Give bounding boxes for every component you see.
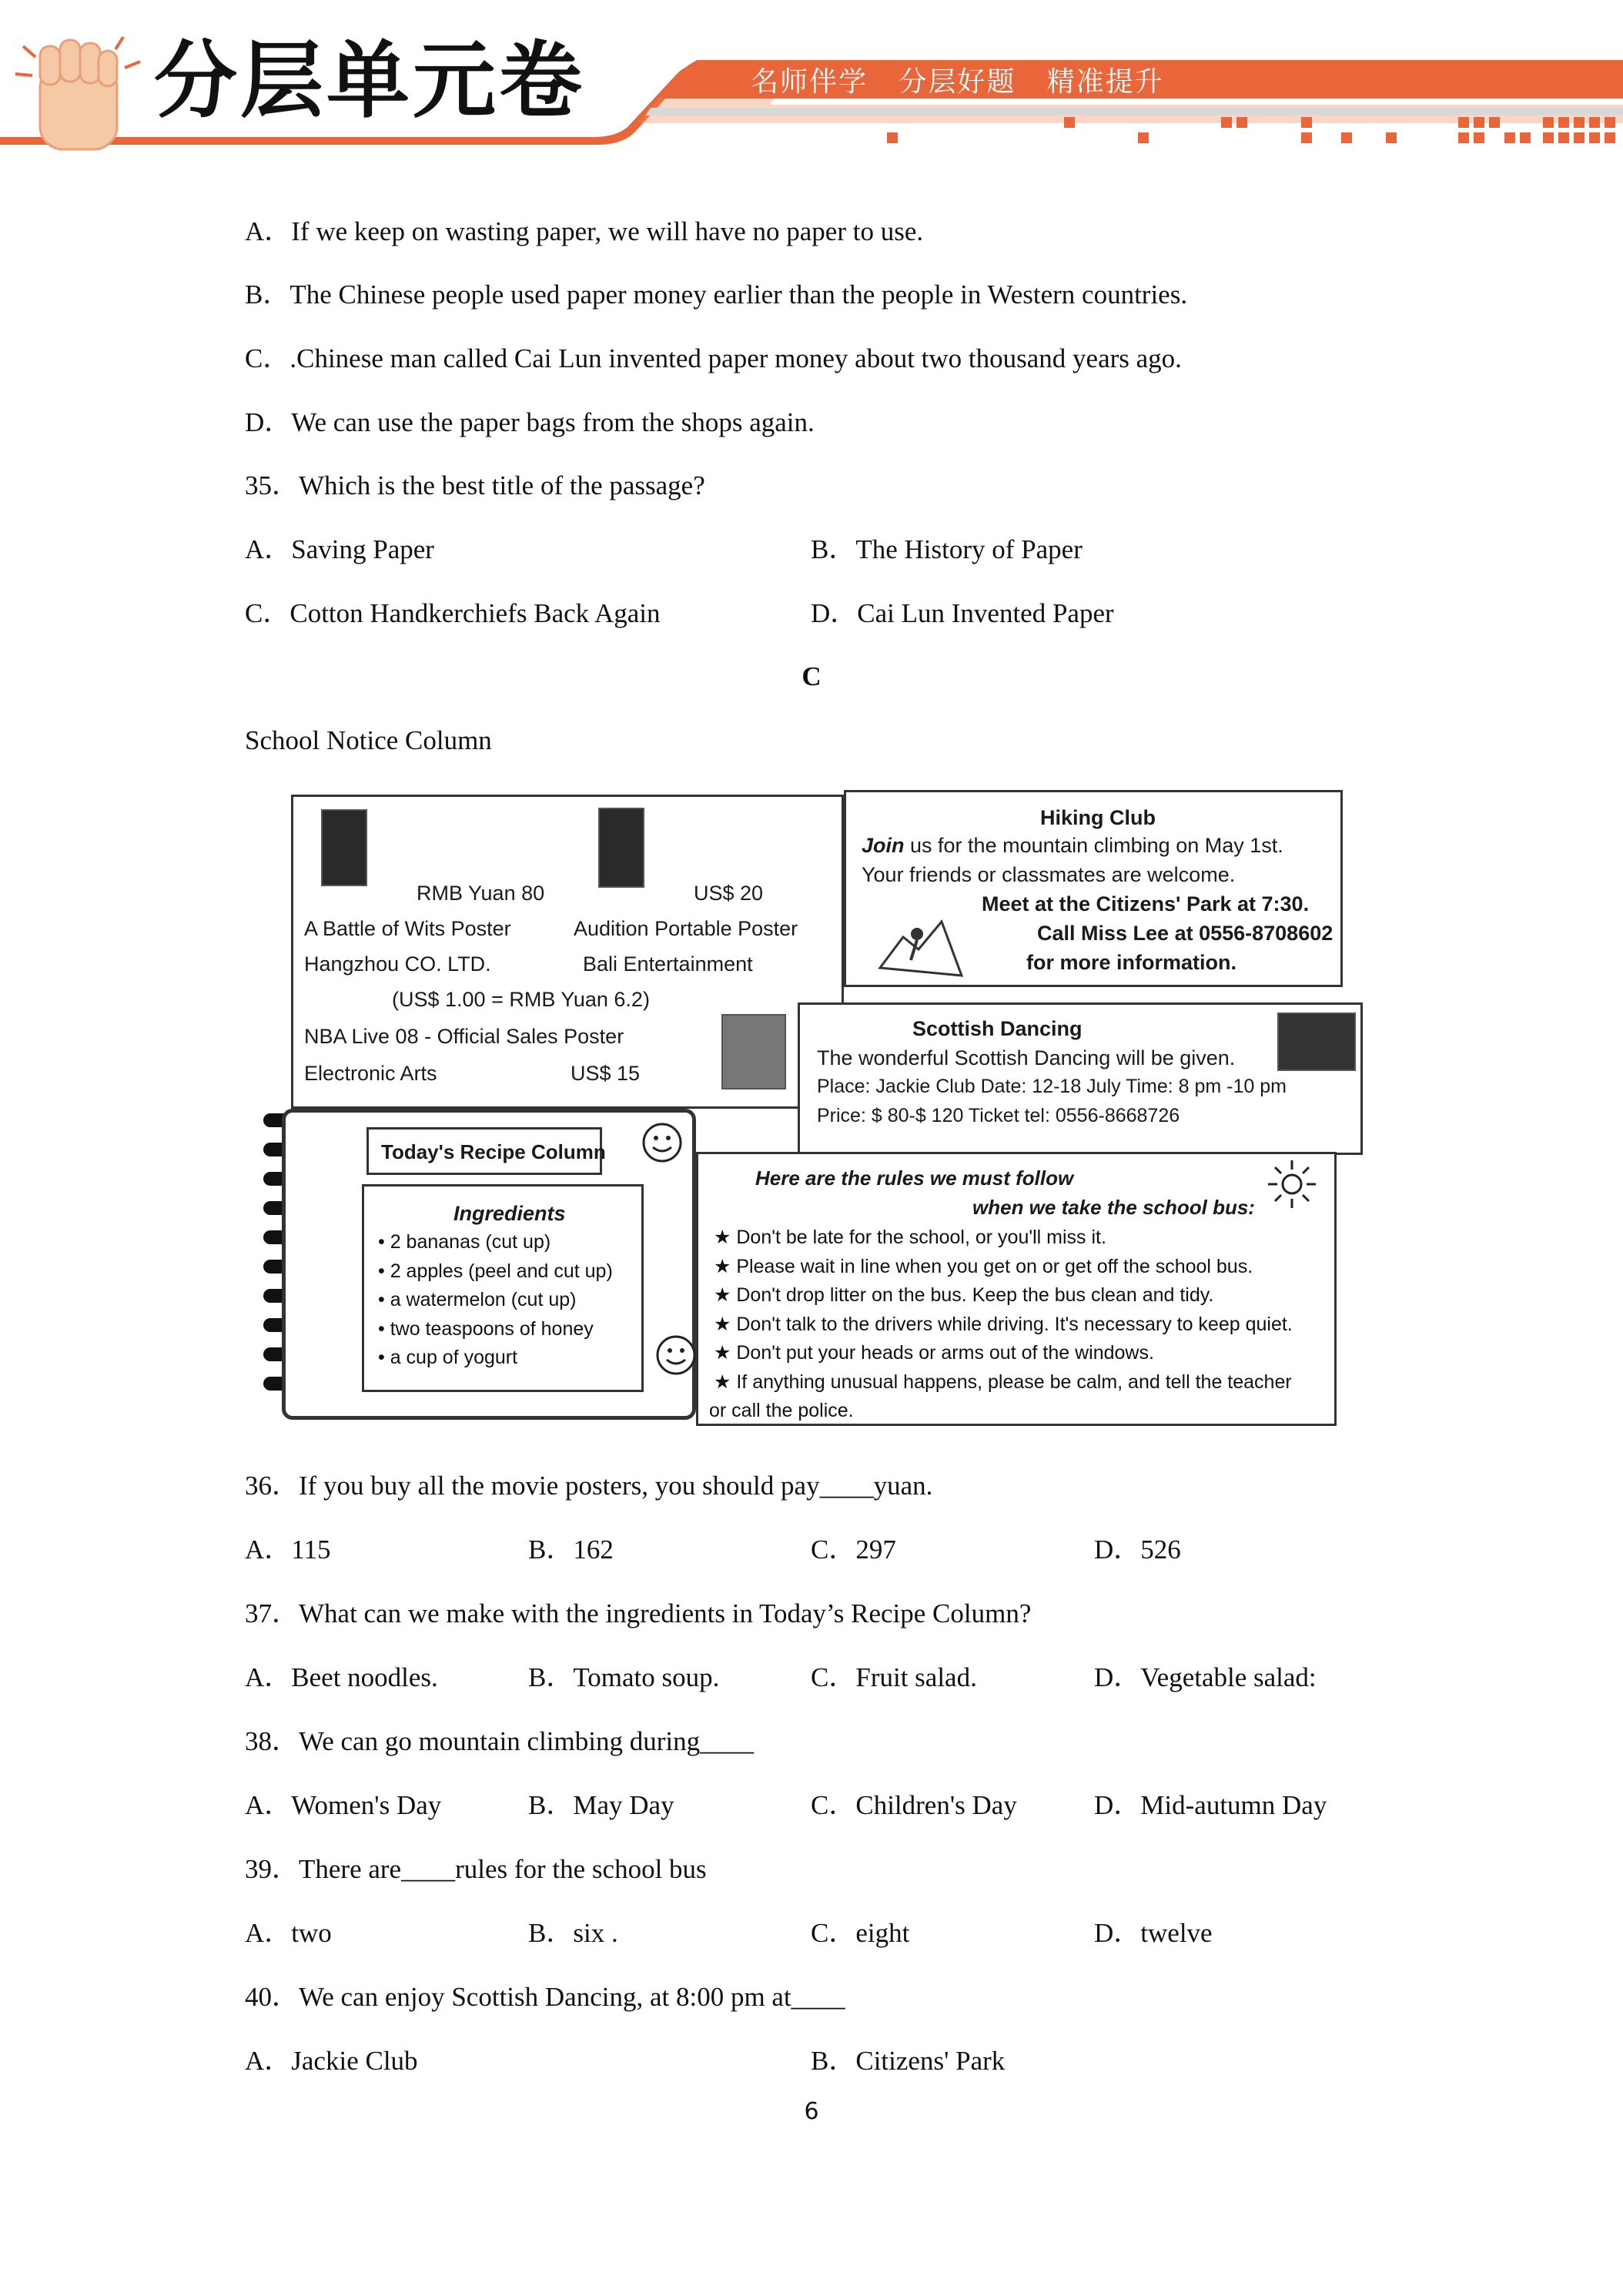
q35-option-b: [811, 536, 1083, 563]
posters-notice: [291, 795, 844, 1109]
passage-title: School Notice Column: [245, 725, 492, 755]
option-letter: B．: [811, 534, 856, 564]
poster-price: US$ 15: [571, 1062, 641, 1085]
poster-title: A Battle of Wits Poster: [304, 917, 511, 940]
hiking-line: for more information.: [1026, 951, 1237, 974]
hiking-heading: Hiking Club: [1040, 806, 1156, 829]
option-text: May Day: [573, 1790, 674, 1820]
q38-option-b: [528, 1792, 674, 1819]
dancing-photo: [1277, 1012, 1356, 1071]
option-letter: D．: [245, 407, 292, 437]
bus-rules-notice: [696, 1152, 1337, 1426]
recipe-heading: Today's Recipe Column: [381, 1140, 606, 1163]
option-text: .Chinese man called Cai Lun invented paper money about two thousand years ago.: [289, 343, 1182, 373]
option-text: Fruit salad.: [855, 1662, 977, 1692]
fist-icon: [15, 37, 140, 149]
option-letter: A．: [245, 1662, 292, 1692]
option-letter: C．: [811, 1662, 856, 1692]
option-text: Vegetable salad:: [1140, 1662, 1317, 1692]
poster-company: Electronic Arts: [304, 1062, 437, 1085]
option-letter: B．: [528, 1790, 574, 1820]
option-letter: A．: [245, 1790, 292, 1820]
hiking-line: [862, 835, 1283, 856]
q36-option-c: [811, 1536, 896, 1563]
recipe-heading-box: [366, 1127, 606, 1175]
rules-heading: when we take the school bus:: [972, 1196, 1255, 1219]
sun-icon: [1265, 1157, 1319, 1211]
dancing-line: The wonderful Scottish Dancing will be given.: [817, 1046, 1236, 1069]
ingredient-item: • 2 apples (peel and cut up): [378, 1260, 613, 1282]
q36-option-a: [245, 1536, 330, 1563]
q36-option-b: [528, 1536, 614, 1563]
poster-company: Hangzhou CO. LTD.: [304, 952, 491, 976]
q37-option-a: [245, 1664, 438, 1691]
q39-option-c: [811, 1919, 909, 1946]
bus-rules-list: [709, 1223, 1293, 1426]
option-text: Jackie Club: [291, 2046, 418, 2076]
ingredient-item: • 2 bananas (cut up): [378, 1231, 551, 1253]
section-label: C: [801, 661, 822, 691]
ingredients-box: [362, 1184, 644, 1392]
q38-option-d: [1094, 1792, 1327, 1819]
option-letter: D．: [1094, 1918, 1141, 1948]
q38-option-c: [811, 1792, 1017, 1819]
page-number: 6: [804, 2098, 819, 2125]
option-letter: D．: [1094, 1535, 1141, 1565]
ingredient-item: • two teaspoons of honey: [378, 1317, 594, 1340]
q36-stem: 36．If you buy all the movie posters, you should pay____yuan.: [245, 1471, 933, 1501]
q39-option-a: [245, 1919, 332, 1946]
q39-option-b: [528, 1919, 618, 1946]
q38-option-a: [245, 1792, 441, 1819]
rule-item: ★ Please wait in line when you get on or get off the school bus.: [714, 1255, 1253, 1277]
hiking-line: Your friends or classmates are welcome.: [862, 863, 1236, 886]
option-text: two: [291, 1918, 332, 1948]
q35-stem: 35．Which is the best title of the passage?: [245, 470, 705, 500]
option-text: Cai Lun Invented Paper: [857, 598, 1114, 628]
option-letter: D．: [811, 598, 858, 628]
q35-option-c: [245, 600, 661, 627]
scottish-dancing-notice: [798, 1002, 1363, 1155]
option-text: Saving Paper: [291, 534, 434, 564]
poster-price: RMB Yuan 80: [417, 882, 545, 905]
option-text: If we keep on wasting paper, we will have no paper to use.: [291, 216, 924, 246]
q35-option-d: [811, 600, 1114, 627]
option-text: eight: [855, 1918, 910, 1948]
poster-price: US$ 20: [694, 882, 764, 905]
hiking-line: Call Miss Lee at 0556-8708602: [1037, 922, 1334, 945]
poster-thumbnail: [321, 809, 367, 886]
join-word: Join: [862, 834, 905, 857]
rule-item: ★ Don't be late for the school, or you'll miss it.: [714, 1227, 1106, 1248]
rule-item: ★ Don't drop litter on the bus. Keep the bus clean and tidy.: [714, 1284, 1214, 1306]
option-letter: B．: [528, 1535, 574, 1565]
q40-option-a: [245, 2047, 418, 2074]
option-letter: C．: [245, 598, 290, 628]
option-text: Citizens' Park: [855, 2046, 1006, 2076]
hiking-line: Meet at the Citizens' Park at 7:30.: [982, 892, 1310, 915]
option-letter: B．: [528, 1662, 574, 1692]
dancing-heading: Scottish Dancing: [912, 1017, 1083, 1040]
rule-item: ★ Don't put your heads or arms out of the windows.: [714, 1342, 1154, 1364]
dancing-details: Place: Jackie Club Date: 12-18 July Time: 8 pm -10 pm: [817, 1076, 1287, 1097]
option-text: 526: [1140, 1535, 1181, 1565]
option-letter: A．: [245, 2046, 292, 2076]
climber-illustration-icon: [872, 906, 965, 983]
option-text: 162: [573, 1535, 614, 1565]
q40-option-b: [811, 2047, 1005, 2074]
option-letter: C．: [811, 1918, 856, 1948]
option-text: The History of Paper: [855, 534, 1083, 564]
rule-item: ★ Don't talk to the drivers while driving. It's necessary to keep quiet.: [714, 1313, 1293, 1335]
poster-thumbnail: [598, 808, 644, 888]
poster-company: Bali Entertainment: [583, 952, 753, 976]
option-text: We can use the paper bags from the shops again.: [291, 407, 815, 437]
q34-option-a: [245, 218, 923, 245]
option-letter: D．: [1094, 1790, 1141, 1820]
option-letter: C．: [245, 343, 290, 373]
option-letter: A．: [245, 1535, 292, 1565]
poster-title: Audition Portable Poster: [574, 917, 798, 940]
q37-stem: 37．What can we make with the ingredients in Today’s Recipe Column?: [245, 1598, 1032, 1628]
ingredient-item: • a cup of yogurt: [378, 1347, 518, 1368]
option-letter: C．: [811, 1535, 856, 1565]
q37-option-d: [1094, 1664, 1317, 1691]
option-text: twelve: [1140, 1918, 1213, 1948]
option-letter: C．: [811, 1790, 856, 1820]
option-text: Women's Day: [291, 1790, 442, 1820]
rule-item: ★ If anything unusual happens, please be calm, and tell the teacher: [714, 1371, 1292, 1393]
smiley-icon: [653, 1332, 699, 1378]
option-text: Children's Day: [855, 1790, 1017, 1820]
ingredients-heading: Ingredients: [453, 1202, 566, 1225]
q36-option-d: [1094, 1536, 1181, 1563]
option-text: 297: [855, 1535, 896, 1565]
brand-title: 分层单元卷: [154, 33, 586, 129]
option-letter: A．: [245, 216, 292, 246]
q37-option-b: [528, 1664, 719, 1691]
exchange-rate: (US$ 1.00 = RMB Yuan 6.2): [392, 988, 650, 1011]
option-letter: B．: [811, 2046, 856, 2076]
q35-option-a: [245, 536, 434, 563]
smiley-icon: [639, 1120, 685, 1166]
poster-title: NBA Live 08 - Official Sales Poster: [304, 1025, 624, 1048]
q39-stem: 39．There are____rules for the school bus: [245, 1854, 707, 1884]
q38-stem: 38．We can go mountain climbing during____: [245, 1726, 755, 1756]
option-text: The Chinese people used paper money earlier than the people in Western countries.: [289, 279, 1188, 310]
q34-option-d: [245, 409, 815, 436]
ingredient-item: • a watermelon (cut up): [378, 1289, 577, 1310]
option-text: Tomato soup.: [573, 1662, 720, 1692]
q34-option-c: [245, 345, 1182, 372]
option-letter: B．: [245, 279, 290, 310]
hiking-line-text: us for the mountain climbing on May 1st.: [904, 834, 1283, 857]
hiking-club-notice: [844, 790, 1343, 987]
header-slogan: 名师伴学 分层好题 精准提升: [751, 66, 1164, 98]
q37-option-c: [811, 1664, 977, 1691]
option-text: Cotton Handkerchiefs Back Again: [289, 598, 661, 628]
poster-thumbnail: [721, 1014, 786, 1089]
dancing-price-tel: Price: $ 80-$ 120 Ticket tel: 0556-8668726: [817, 1105, 1180, 1126]
option-letter: A．: [245, 534, 292, 564]
option-text: Mid-autumn Day: [1140, 1790, 1327, 1820]
option-letter: A．: [245, 1918, 292, 1948]
option-letter: B．: [528, 1918, 574, 1948]
option-text: 115: [291, 1535, 331, 1565]
rule-item: or call the police.: [709, 1400, 854, 1421]
ingredients-list: [378, 1228, 613, 1373]
page-header: [0, 0, 1623, 177]
option-text: six .: [573, 1918, 618, 1948]
school-notice-image: [245, 784, 1378, 1438]
q39-option-d: [1094, 1919, 1213, 1946]
option-text: Beet noodles.: [291, 1662, 438, 1692]
option-letter: D．: [1094, 1662, 1141, 1692]
rules-heading: Here are the rules we must follow: [755, 1166, 1074, 1190]
q40-stem: 40．We can enjoy Scottish Dancing, at 8:00 pm at____: [245, 1982, 845, 2012]
q34-option-b: [245, 281, 1187, 308]
